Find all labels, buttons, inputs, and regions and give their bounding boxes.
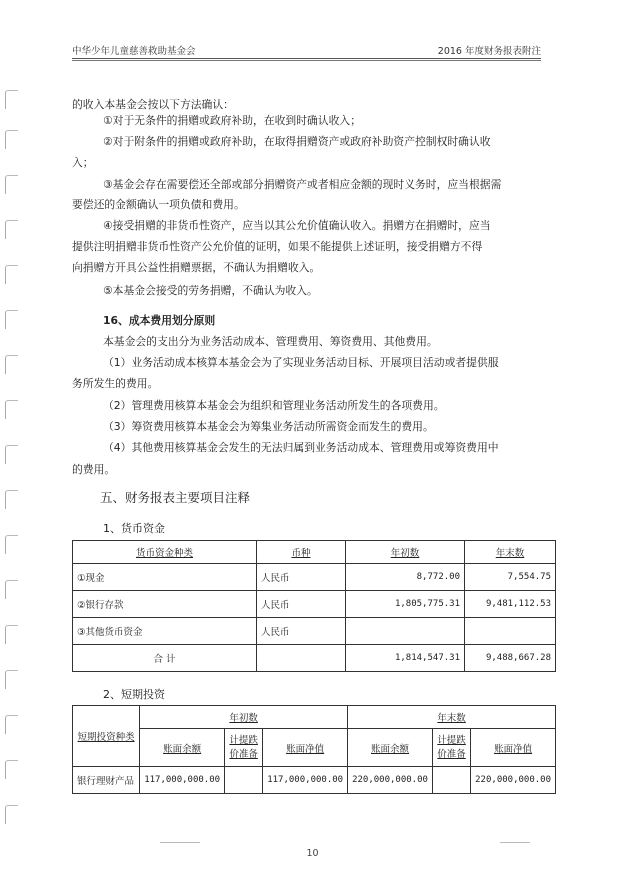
cell-end-net: 220,000,000.00 [471, 767, 556, 794]
cell-total-label: 合 计 [73, 645, 257, 672]
header-divider [72, 60, 541, 61]
cell-begin [346, 618, 465, 645]
cell-begin: 8,772.00 [346, 564, 465, 591]
body-line: （4）其他费用核算基金会发生的无法归属到业务活动成本、管理费用或筹资费用中 [103, 441, 499, 454]
cash-table [72, 540, 556, 672]
table-header-row [73, 541, 556, 564]
sub-header: 账面余额 [140, 729, 225, 767]
page-header [72, 40, 541, 59]
cell-type: ②银行存款 [73, 591, 257, 618]
col-header: 币种 [257, 541, 346, 564]
col-header-begin: 年初数 [140, 706, 348, 729]
table-subheader-row [73, 729, 556, 767]
body-line: 入； [72, 156, 94, 169]
cell-begin: 1,805,775.31 [346, 591, 465, 618]
page-number: 10 [306, 848, 319, 859]
cell-begin-balance: 117,000,000.00 [140, 767, 225, 794]
cell-type: ③其他货币资金 [73, 618, 257, 645]
body-line: 提供注明捐赠非货币性资产公允价值的证明，如果不能提供上述证明，接受捐赠方不得 [72, 240, 483, 253]
body-line: 的费用。 [72, 463, 116, 476]
body-line: 本基金会的支出分为业务活动成本、管理费用、筹资费用、其他费用。 [103, 335, 438, 348]
cell-type: 银行理财产品 [73, 767, 140, 794]
cell-type: ①现金 [73, 564, 257, 591]
investment-table [72, 705, 556, 794]
body-line: （2）管理费用核算本基金会为组织和管理业务活动所发生的各项费用。 [103, 399, 445, 412]
sub-header: 账面净值 [471, 729, 556, 767]
section-heading-16: 16、成本费用划分原则 [103, 314, 216, 327]
sub-header: 计提跌价准备 [225, 729, 263, 767]
cell-currency: 人民币 [257, 618, 346, 645]
body-line: ③基金会存在需要偿还全部或部分捐赠资产或者相应金额的现时义务时，应当根据需 [103, 178, 502, 191]
body-line: ①对于无条件的捐赠或政府补助，在收到时确认收入； [103, 114, 362, 127]
table-total-row [73, 645, 556, 672]
cell-currency: 人民币 [257, 591, 346, 618]
table-row [73, 591, 556, 618]
cell-total-begin: 1,814,547.31 [346, 645, 465, 672]
body-line: （3）筹资费用核算本基金会为筹集业务活动所需资金而发生的费用。 [103, 420, 434, 433]
header-org: 中华少年儿童慈善救助基金会 [72, 46, 196, 57]
cell-currency: 人民币 [257, 564, 346, 591]
body-line: 要偿还的金额确认一项负债和费用。 [72, 198, 245, 211]
scan-mark [500, 842, 530, 843]
body-line: 的收入本基金会按以下方法确认： [72, 98, 234, 111]
cash-title: 1、货币资金 [103, 522, 165, 535]
cell-end: 7,554.75 [465, 564, 556, 591]
table-row [73, 618, 556, 645]
col-header-end: 年末数 [348, 706, 556, 729]
cell-empty [257, 645, 346, 672]
body-line: ②对于附条件的捐赠或政府补助，在取得捐赠资产或政府补助资产控制权时确认收 [103, 135, 491, 148]
body-line: ⑤本基金会接受的劳务捐赠，不确认为收入。 [103, 284, 318, 297]
cell-end-provision [432, 767, 470, 794]
body-line: （1）业务活动成本核算本基金会为了实现业务活动目标、开展项目活动或者提供服 [103, 356, 499, 369]
body-line: 务所发生的费用。 [72, 377, 159, 390]
body-line: ④接受捐赠的非货币性资产，应当以其公允价值确认收入。捐赠方在捐赠时，应当 [103, 219, 491, 232]
cell-total-end: 9,488,667.28 [465, 645, 556, 672]
body-line: 向捐赠方开具公益性捐赠票据，不确认为捐赠收入。 [72, 261, 321, 274]
sub-header: 账面净值 [263, 729, 348, 767]
cell-end: 9,481,112.53 [465, 591, 556, 618]
scan-mark [160, 842, 200, 843]
col-header: 年末数 [465, 541, 556, 564]
col-header: 年初数 [346, 541, 465, 564]
table-header-row [73, 706, 556, 729]
col-header-type: 短期投资种类 [73, 706, 140, 767]
sub-header: 账面余额 [348, 729, 433, 767]
table-row [73, 564, 556, 591]
cell-begin-net: 117,000,000.00 [263, 767, 348, 794]
cell-begin-provision [225, 767, 263, 794]
section-heading-5: 五、财务报表主要项目注释 [100, 490, 251, 505]
col-header: 货币资金种类 [73, 541, 257, 564]
table-row [73, 767, 556, 794]
sub-header: 计提跌价准备 [432, 729, 470, 767]
header-doc-title: 2016 年度财务报表附注 [437, 46, 541, 57]
invest-title: 2、短期投资 [103, 688, 165, 701]
cell-end [465, 618, 556, 645]
cell-end-balance: 220,000,000.00 [348, 767, 433, 794]
